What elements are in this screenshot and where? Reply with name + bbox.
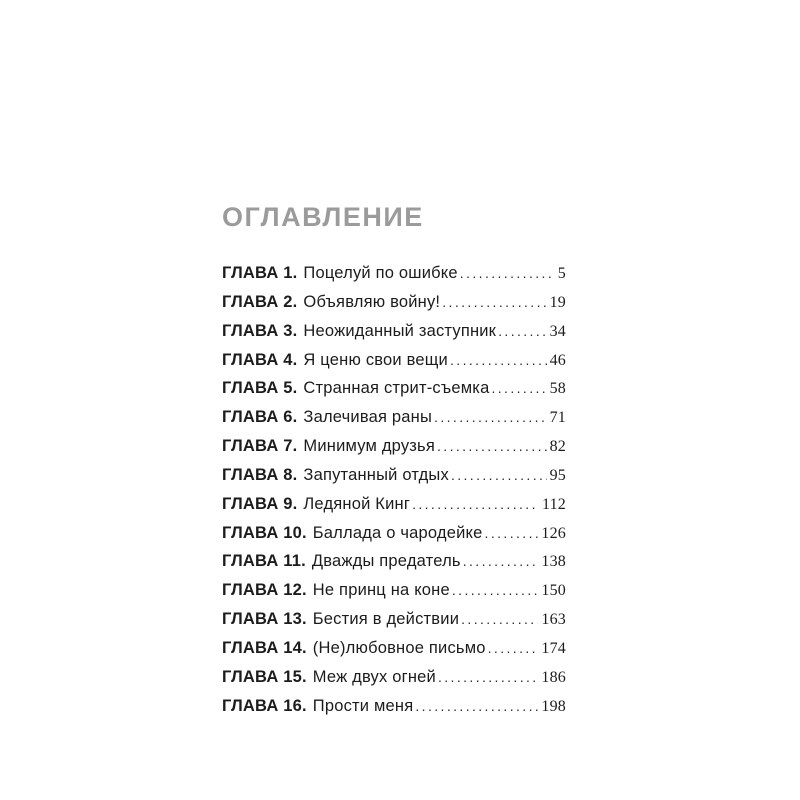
page-number: 150 [541, 582, 566, 600]
chapter-title: Неожиданный заступник [303, 321, 497, 340]
chapter-label: ГЛАВА 3. [222, 321, 298, 340]
dot-leader [488, 640, 539, 656]
chapter-label: ГЛАВА 9. [222, 494, 298, 513]
toc-entry [222, 581, 566, 610]
dot-leader [461, 611, 538, 627]
chapter-label: ГЛАВА 5. [222, 379, 298, 398]
chapter-title: Залечивая раны [303, 408, 433, 427]
toc-entry [222, 408, 566, 437]
page-number: 34 [549, 322, 566, 340]
chapter-title: Баллада о чародейке [312, 523, 483, 542]
toc-entry [222, 351, 566, 380]
toc-entry [222, 495, 566, 524]
dot-leader [434, 409, 547, 425]
chapter-label: ГЛАВА 12. [222, 581, 307, 600]
chapter-title: Дважды предатель [311, 552, 461, 571]
page-number: 82 [549, 438, 566, 456]
chapter-label: ГЛАВА 8. [222, 465, 298, 484]
dot-leader [438, 669, 538, 685]
toc-entry [222, 610, 566, 639]
chapter-title: Меж двух огней [312, 667, 436, 686]
chapter-title: Ледяной Кинг [303, 494, 411, 513]
chapter-label: ГЛАВА 6. [222, 408, 298, 427]
toc-entry [222, 293, 566, 322]
dot-leader [437, 438, 547, 454]
toc-entry [222, 639, 566, 668]
page-number: 19 [549, 293, 566, 311]
chapter-title: Объявляю войну! [303, 292, 441, 311]
chapter-title: Запутанный отдых [303, 465, 449, 484]
page-number: 126 [541, 524, 566, 542]
chapter-title: Минимум друзья [303, 437, 435, 456]
chapter-title: Странная стрит-съемка [303, 379, 490, 398]
page-number: 5 [557, 265, 566, 282]
chapter-title: Прости меня [312, 696, 414, 715]
toc-entry [222, 264, 566, 293]
chapter-label: ГЛАВА 4. [222, 350, 298, 369]
dot-leader [450, 352, 547, 368]
page-number: 186 [541, 668, 566, 686]
chapter-label: ГЛАВА 15. [222, 667, 307, 686]
chapter-label: ГЛАВА 1. [222, 264, 298, 282]
page-number: 112 [541, 495, 566, 513]
page-title: ОГЛАВЛЕНИЕ [222, 202, 424, 232]
chapter-label: ГЛАВА 7. [222, 437, 298, 456]
chapter-title: Не принц на коне [312, 581, 450, 600]
toc-entry [222, 437, 566, 466]
dot-leader [451, 467, 547, 483]
toc-list [222, 264, 566, 726]
chapter-label: ГЛАВА 13. [222, 610, 307, 629]
page-number: 174 [541, 639, 566, 657]
dot-leader [463, 553, 539, 569]
toc-entry [222, 466, 566, 495]
page-number: 163 [541, 611, 566, 629]
chapter-label: ГЛАВА 2. [222, 292, 298, 311]
chapter-label: ГЛАВА 10. [222, 523, 307, 542]
dot-leader [491, 380, 546, 396]
toc-entry [222, 379, 566, 408]
toc-entry [222, 668, 566, 697]
page-number: 71 [549, 409, 566, 427]
page-number: 138 [541, 553, 566, 571]
chapter-label: ГЛАВА 14. [222, 638, 307, 657]
dot-leader [452, 582, 539, 598]
chapter-title: Поцелуй по ошибке [303, 264, 458, 282]
page-number: 58 [549, 380, 566, 398]
dot-leader [498, 323, 546, 339]
chapter-title: (Не)любовное письмо [312, 638, 486, 657]
chapter-label: ГЛАВА 11. [222, 552, 306, 571]
page-number: 198 [541, 697, 566, 715]
toc-entry [222, 322, 566, 351]
dot-leader [460, 265, 555, 281]
toc-entry [222, 524, 566, 553]
page-number: 95 [549, 466, 566, 484]
chapter-title: Бестия в действии [312, 610, 460, 629]
toc-page [222, 204, 566, 726]
chapter-label: ГЛАВА 16. [222, 696, 307, 715]
page-number: 46 [549, 351, 566, 369]
toc-entry [222, 697, 566, 726]
dot-leader [415, 698, 538, 714]
chapter-title: Я ценю свои вещи [303, 350, 448, 369]
dot-leader [442, 294, 546, 310]
toc-entry [222, 552, 566, 581]
dot-leader [412, 496, 539, 512]
dot-leader [485, 525, 539, 541]
